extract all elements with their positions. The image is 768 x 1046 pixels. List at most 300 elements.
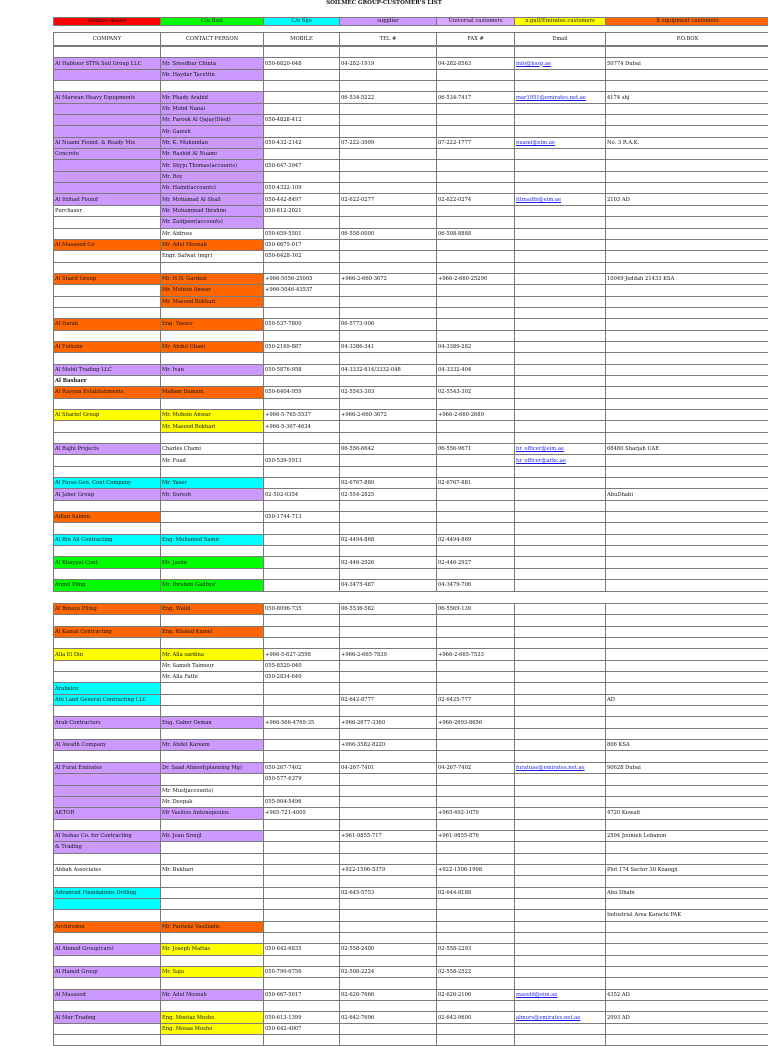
cell-mobile: 050-642-6835 — [264, 944, 340, 955]
cell-tel — [340, 375, 437, 386]
cell-contact: Mr. Phady Arabid — [161, 92, 264, 103]
cell-company — [54, 103, 161, 114]
cell-mobile — [264, 171, 340, 182]
table-row — [54, 638, 768, 649]
cell-contact: Mr. Yaser — [161, 478, 264, 489]
table-row — [54, 898, 768, 909]
cell-pobox — [606, 285, 768, 296]
cell-pobox: 4720 Kuwait — [606, 808, 768, 819]
cell-fax — [437, 285, 515, 296]
cell-tel: 06-556-6642 — [340, 444, 437, 455]
cell-email — [515, 557, 606, 568]
cell-pobox: 806 KSA — [606, 740, 768, 751]
table-row — [54, 785, 768, 796]
cell-company — [54, 466, 161, 477]
table-row — [54, 160, 768, 171]
cell-mobile — [264, 842, 340, 853]
cell-fax — [437, 1023, 515, 1034]
cell-fax — [437, 876, 515, 887]
cell-mobile — [264, 830, 340, 841]
cell-email[interactable]: hr_officer@arkc.ae — [515, 455, 606, 466]
cell-contact — [161, 694, 264, 705]
cell-company: Concrete — [54, 149, 161, 160]
cell-email — [515, 751, 606, 762]
cell-pobox — [606, 115, 768, 126]
cell-contact: Mr. Deepak — [161, 796, 264, 807]
table-row — [54, 728, 768, 739]
cell-fax — [437, 796, 515, 807]
cell-pobox — [606, 615, 768, 626]
cell-fax — [437, 1035, 515, 1046]
cell-email — [515, 785, 606, 796]
cell-mobile — [264, 1035, 340, 1046]
cell-email — [515, 262, 606, 273]
cell-tel: 06-534-5222 — [340, 92, 437, 103]
table-row — [54, 887, 768, 898]
table-row — [54, 115, 768, 126]
cell-email — [515, 81, 606, 92]
cell-company — [54, 353, 161, 364]
cell-company — [54, 455, 161, 466]
table-row — [54, 932, 768, 943]
cell-mobile — [264, 978, 340, 989]
cell-email — [515, 887, 606, 898]
cell-company — [54, 955, 161, 966]
cell-contact: Eng. Khaled Kamel — [161, 626, 264, 637]
cell-email — [515, 1023, 606, 1034]
cell-tel — [340, 785, 437, 796]
cell-email[interactable]: hr_officer@eim.ae — [515, 444, 606, 455]
cell-tel: 02-554-2825 — [340, 489, 437, 500]
cell-mobile: 050-4828-412 — [264, 115, 340, 126]
cell-pobox — [606, 580, 768, 591]
cell-mobile: +966-5056-25005 — [264, 273, 340, 284]
cell-mobile: 050-613-1399 — [264, 1012, 340, 1023]
cell-tel: 02-508-2224 — [340, 967, 437, 978]
cell-email — [515, 604, 606, 615]
cell-contact: Mr. Hamd(accounts) — [161, 183, 264, 194]
header-mobile: MOBILE — [264, 33, 340, 46]
cell-email — [515, 910, 606, 921]
cell-mobile — [264, 444, 340, 455]
table-row — [54, 751, 768, 762]
table-row — [54, 319, 768, 330]
table-row — [54, 1023, 768, 1034]
cell-pobox: 4174 shj — [606, 92, 768, 103]
cell-company — [54, 728, 161, 739]
cell-mobile — [264, 69, 340, 80]
table-row — [54, 47, 768, 58]
cell-fax: 04-3389-282 — [437, 341, 515, 352]
cell-contact: Eng. Muhamed Samir — [161, 534, 264, 545]
table-row — [54, 819, 768, 830]
cell-pobox — [606, 330, 768, 341]
cell-tel: 06-5773-906 — [340, 319, 437, 330]
cell-contact: Mr. Sameh Taimour — [161, 660, 264, 671]
cell-tel: 04-3475-487 — [340, 580, 437, 591]
cell-contact — [161, 853, 264, 864]
cell-tel — [340, 296, 437, 307]
cell-email[interactable]: masold@eim.ae — [515, 989, 606, 1000]
cell-tel: 02-645-5753 — [340, 887, 437, 898]
cell-pobox — [606, 455, 768, 466]
cell-mobile: 055-8520-040 — [264, 660, 340, 671]
cell-email — [515, 796, 606, 807]
cell-contact: Charles Chami — [161, 444, 264, 455]
cell-contact — [161, 1035, 264, 1046]
cell-mobile: 050-812-2021 — [264, 205, 340, 216]
cell-pobox: 90628 Dubai — [606, 762, 768, 773]
cell-pobox — [606, 410, 768, 421]
cell-tel — [340, 842, 437, 853]
cell-company: Al Sharif Group — [54, 273, 161, 284]
cell-pobox: AD — [606, 694, 768, 705]
cell-mobile — [264, 262, 340, 273]
cell-tel — [340, 808, 437, 819]
cell-email — [515, 626, 606, 637]
customer-table-part-2 — [53, 603, 768, 1046]
cell-pobox — [606, 683, 768, 694]
cell-fax — [437, 546, 515, 557]
cell-fax — [437, 126, 515, 137]
cell-fax: 02-5543-302 — [437, 387, 515, 398]
cell-email — [515, 830, 606, 841]
cell-pobox — [606, 706, 768, 717]
cell-tel: +966-3582-8220 — [340, 740, 437, 751]
table-row — [54, 921, 768, 932]
cell-mobile: +966-5-367-4634 — [264, 421, 340, 432]
cell-contact — [161, 330, 264, 341]
cell-pobox — [606, 978, 768, 989]
cell-pobox — [606, 171, 768, 182]
cell-pobox — [606, 296, 768, 307]
table-row — [54, 649, 768, 660]
table-row — [54, 205, 768, 216]
cell-pobox — [606, 819, 768, 830]
table-row — [54, 864, 768, 875]
cell-tel: +966-2677-3360 — [340, 717, 437, 728]
table-row — [54, 183, 768, 194]
cell-company — [54, 910, 161, 921]
cell-company — [54, 160, 161, 171]
cell-mobile — [264, 546, 340, 557]
cell-pobox: 50774 Dubai — [606, 58, 768, 69]
cell-contact: Mr. Jean Sroujl — [161, 830, 264, 841]
table-row — [54, 500, 768, 511]
cell-company — [54, 1023, 161, 1034]
cell-tel — [340, 615, 437, 626]
cell-company — [54, 47, 161, 58]
legend-item-4: Universal customers — [437, 18, 515, 26]
cell-email[interactable]: mar1951@emirates.net.ae — [515, 92, 606, 103]
cell-mobile: +965-721-4005 — [264, 808, 340, 819]
legend-item-1: C/o Bsst — [161, 18, 264, 26]
cell-mobile: 050-667-5017 — [264, 989, 340, 1000]
cell-tel — [340, 103, 437, 114]
cell-company — [54, 978, 161, 989]
cell-email[interactable]: ittmadfn@eim.ae — [515, 194, 606, 205]
cell-mobile — [264, 307, 340, 318]
cell-contact — [161, 47, 264, 58]
cell-tel — [340, 853, 437, 864]
cell-mobile: 050-267-7402 — [264, 762, 340, 773]
cell-mobile — [264, 694, 340, 705]
table-row — [54, 830, 768, 841]
cell-mobile: 055-904-5496 — [264, 796, 340, 807]
cell-tel — [340, 978, 437, 989]
cell-pobox — [606, 568, 768, 579]
cell-tel — [340, 1035, 437, 1046]
cell-email — [515, 853, 606, 864]
table-row — [54, 421, 768, 432]
cell-email — [515, 534, 606, 545]
cell-tel — [340, 546, 437, 557]
cell-pobox — [606, 217, 768, 228]
cell-email — [515, 364, 606, 375]
cell-fax: +966-2-665-7533 — [437, 649, 515, 660]
cell-fax: 02-6425-777 — [437, 694, 515, 705]
table-row — [54, 694, 768, 705]
cell-contact: Eng. Mosaa Mosho — [161, 1023, 264, 1034]
cell-pobox — [606, 307, 768, 318]
cell-tel: 06-558-0000 — [340, 228, 437, 239]
cell-mobile: +966-5-765-5537 — [264, 410, 340, 421]
cell-mobile: 050-442-8497 — [264, 194, 340, 205]
cell-tel — [340, 466, 437, 477]
cell-contact: Mr. Mohd Nanai — [161, 103, 264, 114]
cell-fax: 06-556-9671 — [437, 444, 515, 455]
cell-pobox — [606, 898, 768, 909]
legend-item-6: X equipment customers — [606, 18, 768, 26]
cell-contact: Mr. Mohamad Al Shall — [161, 194, 264, 205]
cell-company: Al Khayyat Cont. — [54, 557, 161, 568]
cell-mobile — [264, 126, 340, 137]
cell-company: Al Rajhi Projects — [54, 444, 161, 455]
cell-company: Arab Contractors — [54, 717, 161, 728]
cell-contact: Eng. Moetaz Mosho — [161, 1012, 264, 1023]
cell-contact: Mr. Haydar Tacettin — [161, 69, 264, 80]
cell-fax — [437, 898, 515, 909]
cell-contact: Mr. Masood Bokhari — [161, 296, 264, 307]
cell-pobox — [606, 876, 768, 887]
table-row — [54, 774, 768, 785]
cell-contact: Dr. Saad Ahmed(planning Mg) — [161, 762, 264, 773]
cell-fax: 04-3479-706 — [437, 580, 515, 591]
customer-table-part-1 — [53, 46, 768, 592]
cell-pobox — [606, 262, 768, 273]
cell-tel — [340, 330, 437, 341]
cell-tel — [340, 774, 437, 785]
cell-pobox: Plot 174 Sector 30 Koangji — [606, 864, 768, 875]
cell-email — [515, 47, 606, 58]
cell-email — [515, 69, 606, 80]
cell-mobile: 050-577-6379 — [264, 774, 340, 785]
cell-pobox — [606, 69, 768, 80]
legend-item-5: x.gulf/Emirates customers — [515, 18, 606, 26]
table-row — [54, 580, 768, 591]
cell-company — [54, 432, 161, 443]
cell-company: Al Nuami Found. & Ready Mix — [54, 137, 161, 148]
cell-fax — [437, 262, 515, 273]
table-row — [54, 568, 768, 579]
cell-tel — [340, 251, 437, 262]
cell-email — [515, 932, 606, 943]
cell-contact — [161, 978, 264, 989]
cell-tel: +961-9855-717 — [340, 830, 437, 841]
cell-fax — [437, 149, 515, 160]
cell-company: Al Futtaim — [54, 341, 161, 352]
cell-email — [515, 421, 606, 432]
cell-tel — [340, 353, 437, 364]
cell-contact: Mr. Saju — [161, 967, 264, 978]
cell-company — [54, 785, 161, 796]
cell-fax — [437, 774, 515, 785]
cell-fax — [437, 217, 515, 228]
table-row — [54, 262, 768, 273]
cell-tel: +922-1506-5379 — [340, 864, 437, 875]
cell-email — [515, 706, 606, 717]
table-row — [54, 307, 768, 318]
cell-tel — [340, 910, 437, 921]
cell-contact — [161, 1001, 264, 1012]
cell-fax: 02-642-9600 — [437, 1012, 515, 1023]
cell-company — [54, 774, 161, 785]
cell-pobox — [606, 626, 768, 637]
cell-fax — [437, 523, 515, 534]
cell-pobox — [606, 364, 768, 375]
cell-email[interactable]: furatuae@emirates.net.ae — [515, 762, 606, 773]
cell-fax: 02-558-2522 — [437, 967, 515, 978]
cell-fax — [437, 512, 515, 523]
cell-tel — [340, 706, 437, 717]
cell-company: Al Jaber Group — [54, 489, 161, 500]
table-row — [54, 92, 768, 103]
table-row — [54, 81, 768, 92]
cell-tel — [340, 205, 437, 216]
table-row — [54, 534, 768, 545]
cell-mobile: +966-5046-43537 — [264, 285, 340, 296]
cell-contact — [161, 842, 264, 853]
cell-email — [515, 546, 606, 557]
cell-mobile: 02-502-0354 — [264, 489, 340, 500]
cell-fax — [437, 1001, 515, 1012]
cell-company: Al Awadh Company — [54, 740, 161, 751]
cell-company — [54, 932, 161, 943]
cell-fax: 02-644-8188 — [437, 887, 515, 898]
cell-contact: Mr. Mustjaccounts) — [161, 785, 264, 796]
cell-email — [515, 683, 606, 694]
cell-mobile: 050-2169-887 — [264, 341, 340, 352]
cell-email[interactable]: almurs@emirates.net.ae — [515, 1012, 606, 1023]
cell-tel — [340, 285, 437, 296]
cell-pobox — [606, 341, 768, 352]
cell-email — [515, 1001, 606, 1012]
cell-tel — [340, 751, 437, 762]
table-row — [54, 1012, 768, 1023]
cell-mobile — [264, 353, 340, 364]
cell-contact: Eng. Gaber Osman — [161, 717, 264, 728]
cell-pobox — [606, 353, 768, 364]
cell-mobile: +966-5-627-2598 — [264, 649, 340, 660]
cell-mobile — [264, 296, 340, 307]
cell-fax: +922-1506-1998 — [437, 864, 515, 875]
cell-fax: 06-5569-139 — [437, 604, 515, 615]
cell-contact: Mr. Masood Bokhari — [161, 421, 264, 432]
cell-company — [54, 171, 161, 182]
cell-email[interactable]: nuami@eim.ae — [515, 137, 606, 148]
cell-mobile: 050-537-7800 — [264, 319, 340, 330]
cell-fax: 02-622-0274 — [437, 194, 515, 205]
table-row — [54, 762, 768, 773]
table-row — [54, 604, 768, 615]
cell-tel — [340, 512, 437, 523]
cell-fax: +961-9855-876 — [437, 830, 515, 841]
cell-mobile — [264, 638, 340, 649]
cell-tel — [340, 115, 437, 126]
cell-company — [54, 307, 161, 318]
cell-email — [515, 955, 606, 966]
table-row — [54, 944, 768, 955]
cell-tel — [340, 921, 437, 932]
table-row — [54, 375, 768, 386]
cell-tel: 02-558-2400 — [340, 944, 437, 955]
cell-fax — [437, 842, 515, 853]
cell-fax — [437, 728, 515, 739]
cell-tel: 04-267-7401 — [340, 762, 437, 773]
header-email: Email — [515, 33, 606, 46]
cell-contact: Mr. Mohsin Anwar — [161, 285, 264, 296]
table-row — [54, 683, 768, 694]
cell-contact — [161, 774, 264, 785]
cell-email — [515, 183, 606, 194]
cell-pobox — [606, 842, 768, 853]
cell-email — [515, 1035, 606, 1046]
cell-fax — [437, 683, 515, 694]
cell-fax: 04-267-7402 — [437, 762, 515, 773]
cell-fax: +965-492-1070 — [437, 808, 515, 819]
cell-contact — [161, 432, 264, 443]
cell-pobox — [606, 638, 768, 649]
cell-company — [54, 876, 161, 887]
cell-pobox — [606, 500, 768, 511]
cell-company — [54, 615, 161, 626]
cell-email — [515, 774, 606, 785]
cell-contact — [161, 546, 264, 557]
cell-mobile — [264, 1001, 340, 1012]
cell-mobile — [264, 557, 340, 568]
table-row — [54, 1035, 768, 1046]
cell-tel — [340, 307, 437, 318]
cell-pobox: 10049 Jeddah 21433 KSA — [606, 273, 768, 284]
cell-email[interactable]: info@hssg.ae — [515, 58, 606, 69]
cell-tel: 02-5543-303 — [340, 387, 437, 398]
cell-tel: 04-3386-341 — [340, 341, 437, 352]
cell-contact: Eng. Walid — [161, 604, 264, 615]
table-row — [54, 103, 768, 114]
cell-pobox — [606, 1023, 768, 1034]
cell-pobox: 2903 AD — [606, 1012, 768, 1023]
cell-company: AKTOR — [54, 808, 161, 819]
cell-fax — [437, 672, 515, 683]
cell-company — [54, 421, 161, 432]
cell-company — [54, 81, 161, 92]
cell-pobox — [606, 512, 768, 523]
cell-contact — [161, 375, 264, 386]
cell-contact: Mr. Shyju Thomas(accounts) — [161, 160, 264, 171]
cell-pobox — [606, 421, 768, 432]
cell-company: Purchaser — [54, 205, 161, 216]
cell-company: & Trading — [54, 842, 161, 853]
